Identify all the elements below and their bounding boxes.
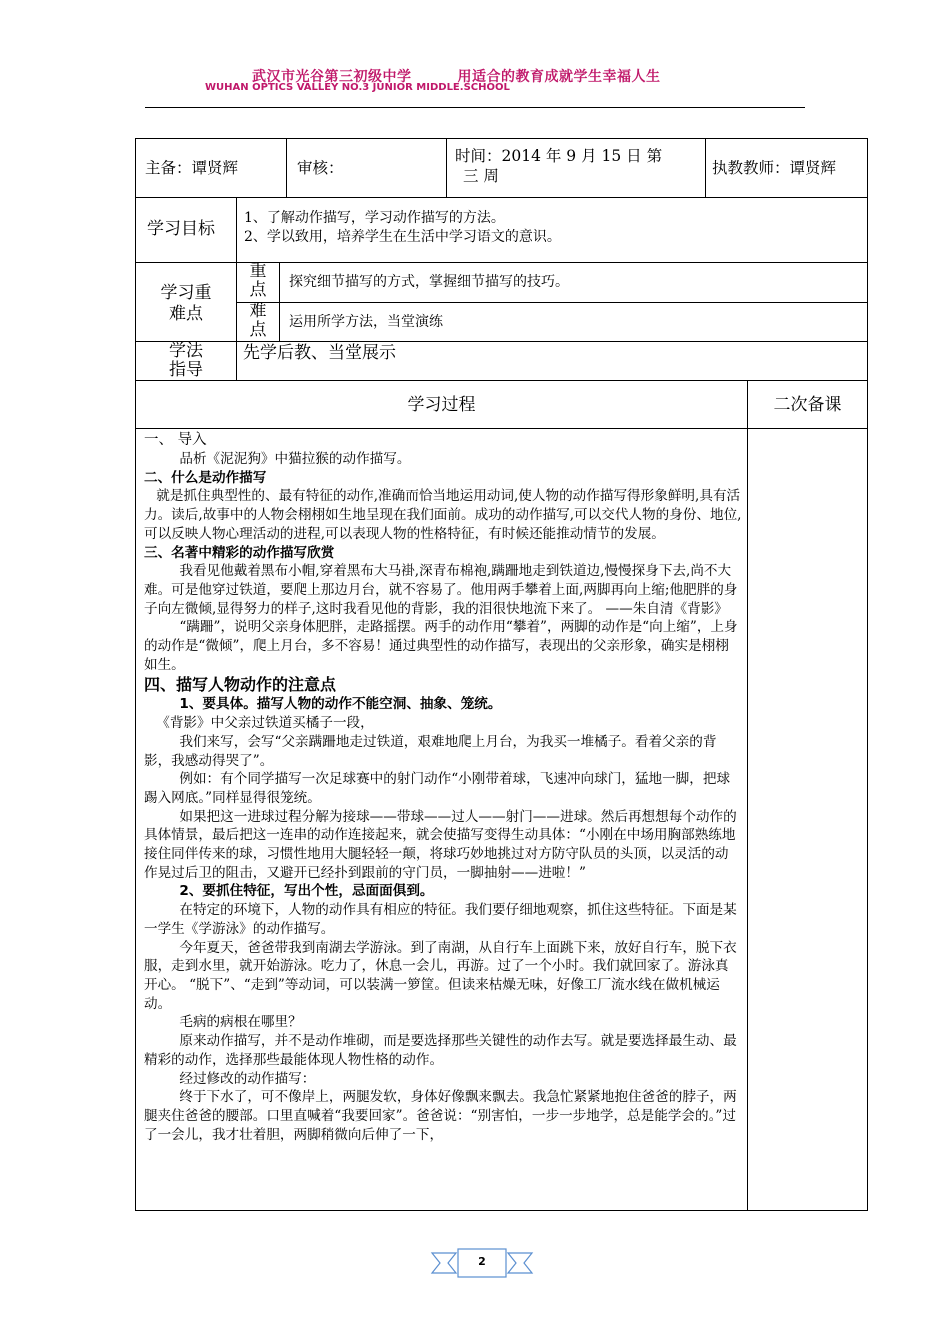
row-divider	[135, 428, 868, 429]
row-divider	[135, 197, 868, 198]
col-divider	[747, 380, 748, 1210]
col-divider	[286, 138, 287, 197]
objectives-label: 学习目标	[147, 219, 215, 239]
page-number: 2	[478, 1255, 486, 1268]
paragraph: 就是抓住典型性的、最有特征的动作,准确而恰当地运用动词,使人物的动作描写得形象鲜明,具有活力。读后,故事中的人物会栩栩如生地呈现在我们面前。成功的动作描写,可以交代人物的身份、地位,可以反映人物心理活动的进程,可以表现人物的性格特征，有时候还能推动情节的发展。	[144, 488, 742, 542]
table-border-right	[867, 138, 868, 1211]
reviewer-cell: 审核：	[297, 159, 344, 177]
col-divider	[705, 138, 706, 197]
objectives-cell	[244, 209, 864, 247]
paragraph: 今年夏天，爸爸带我到南湖去学游泳。到了南湖，从自行车上面跳下来，放好自行车，脱下衣服，走到水里，就开始游泳。吃力了，休息一会儿，再游。过了一个小时。我们就回家了。游泳真开心。 “脱下”、“走到”等动词，可以装满一箩筐。但读来枯燥无味，好像工厂流水线在做机械运动。	[144, 939, 737, 1012]
section-heading: 四、描写人物动作的注意点	[144, 675, 337, 695]
col-divider	[446, 138, 447, 197]
row-divider	[135, 341, 868, 342]
keypoints-label-line: 学习重	[160, 283, 212, 303]
row-divider	[135, 380, 868, 381]
objective-item: 2、学以致用，培养学生在生活中学习语文的意识。	[244, 229, 561, 245]
table-border-top	[135, 138, 868, 139]
paragraph: 《背影》中父亲过铁道买橘子一段，	[156, 715, 374, 732]
method-label-line: 指导	[169, 360, 203, 380]
difficulty-label	[237, 302, 279, 340]
paragraph: 原来动作描写，并不是动作堆砌，而是要选择那些关键性的动作去写。就是要选择最生动、最精彩的动作，选择那些最能体现人物性格的动作。	[144, 1033, 737, 1068]
key-label	[237, 262, 279, 300]
key-label-line: 点	[249, 280, 267, 300]
method-label	[136, 342, 236, 380]
paragraph: 如果把这一进球过程分解为接球——带球——过人——射门——进球。然后再想想每个动作的具体情景，最后把这一连串的动作连接起来，就会使描写变得生动具体：“小刚在中场用胸部熟练地接住同伴传来的球，习惯性地用大腿轻轻一颠，将球巧妙地挑过对方防守队员的头顶，以灵活的动作晃过后卫的阻击，又避开已经扑到跟前的守门员，一脚抽射——进啦！”	[144, 808, 737, 881]
col-divider	[236, 197, 237, 262]
key-text: 探究细节描写的方式，掌握细节描写的技巧。	[289, 274, 569, 290]
section-heading: 一、 导入	[144, 432, 207, 448]
paragraph: 终于下水了，可不像岸上，两腿发软，身体好像飘来飘去。我急忙紧紧地抱住爸爸的脖子，两腿夹住爸爸的腰部。口里直喊着“我要回家”。爸爸说：“别害怕，一步一步地学，总是能学会的。”过了一会儿，我才壮着胆，两脚稍微向后伸了一下，	[144, 1089, 737, 1143]
paragraph: 毛病的病根在哪里？	[179, 1014, 302, 1031]
key-label-line: 重	[249, 262, 267, 281]
keypoints-label-line: 难点	[169, 304, 203, 324]
page-number-badge	[430, 1247, 534, 1279]
difficulty-text: 运用所学方法，当堂演练	[289, 314, 443, 330]
time-line-1: 时间：2014 年 9 月 15 日 第	[455, 147, 663, 165]
objective-item: 1、了解动作描写，学习动作描写的方法。	[244, 210, 505, 226]
method-label-line: 学法	[169, 342, 203, 361]
section-heading: 二、什么是动作描写	[144, 469, 267, 486]
paragraph: 我们来写，会写“父亲蹒跚地走过铁道，艰难地爬上月台，为我买一堆橘子。看着父亲的背影，我感动得哭了”。	[144, 733, 717, 769]
school-motto: 用适合的教育成就学生幸福人生	[457, 69, 661, 85]
section-heading: 三、名著中精彩的动作描写欣赏	[144, 544, 335, 561]
col-divider	[279, 262, 280, 341]
process-label: 学习过程	[407, 395, 476, 415]
teacher-cell: 执教教师：谭贤辉	[712, 159, 837, 177]
time-line-2: 三 周	[463, 167, 499, 185]
difficulty-label-line: 点	[249, 320, 267, 340]
paragraph: 我看见他戴着黑布小帽,穿着黑布大马褂,深青布棉袍,蹒跚地走到铁道边,慢慢探身下去,尚不大难。可是他穿过铁道，要爬上那边月台，就不容易了。他用两手攀着上面,两脚再向上缩;他肥胖的身子向左微倾,显得努力的样子,这时我看见他的背影，我的泪很快地流下来了。 ——朱自清《背影》	[144, 563, 738, 617]
second-prep-label: 二次备课	[773, 395, 842, 415]
keypoints-label	[136, 283, 236, 325]
row-divider	[236, 302, 868, 303]
subsection-heading: 1、要具体。描写人物的动作不能空洞、抽象、笼统。	[179, 696, 502, 713]
paragraph: 例如：有个同学描写一次足球赛中的射门动作“小刚带着球，飞速冲向球门，猛地一脚，把球踢入网底。”同样显得很笼统。	[144, 771, 731, 806]
paragraph: “蹒跚”，说明父亲身体肥胖，走路摇摆。两手的动作用“攀着”，两脚的动作是“向上缩”，上身的动作是“微倾”，爬上月台，多不容易！通过典型性的动作描写，表现出的父亲形象，确实是栩栩如生。	[144, 619, 738, 673]
school-name-cn: 武汉市光谷第三初级中学	[252, 69, 412, 85]
process-content	[144, 430, 742, 1210]
difficulty-label-line: 难	[249, 302, 267, 321]
time-cell	[455, 146, 703, 186]
subsection-heading: 2、要抓住特征，写出个性，忌面面俱到。	[179, 883, 434, 900]
method-text: 先学后教、当堂展示	[243, 343, 396, 363]
paragraph: 经过修改的动作描写：	[179, 1070, 316, 1087]
header-divider	[145, 107, 805, 108]
preparer-cell: 主备：谭贤辉	[145, 159, 239, 177]
paragraph: 品析《泥泥狗》中猫拉猴的动作描写。	[179, 451, 411, 467]
table-border-bottom	[135, 1210, 868, 1211]
paragraph: 在特定的环境下，人物的动作具有相应的特征。我们要仔细地观察，抓住这些特征。下面是某一学生《学游泳》的动作描写。	[144, 902, 737, 937]
school-name-en: WUHAN OPTICS VALLEY NO.3 JUNIOR MIDDLE.SCHOOL	[205, 82, 510, 93]
